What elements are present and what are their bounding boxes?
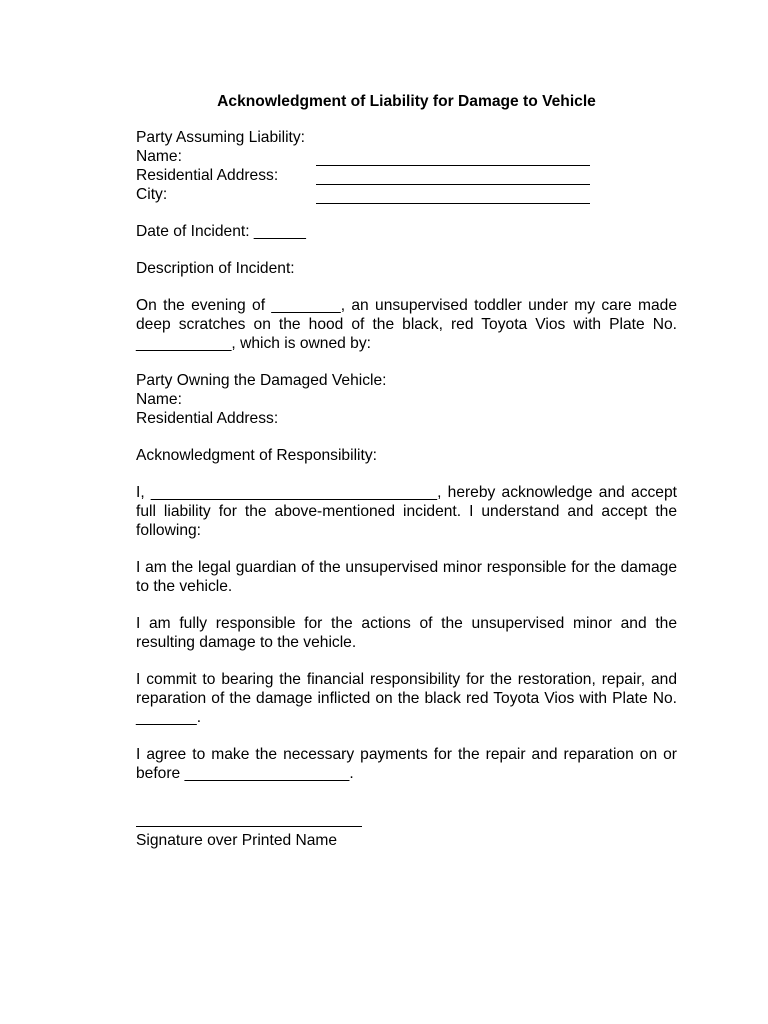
owning-party-heading: Party Owning the Damaged Vehicle: — [136, 372, 387, 389]
owning-name-label: Name: — [136, 391, 182, 408]
assuming-address-blank — [316, 169, 590, 185]
date-of-incident-label: Date of Incident: — [136, 223, 250, 240]
statement-responsible: I am fully responsible for the actions of the unsupervised minor and the resulting damage to the vehicle. — [136, 615, 677, 651]
description-heading: Description of Incident: — [136, 260, 295, 277]
acknowledgment-paragraph — [136, 483, 677, 540]
assuming-address-row — [136, 166, 677, 185]
payment-text-2: . — [349, 765, 354, 782]
commit-text-1: I commit to bearing the financial responsibility for the restoration, repair, and reparation of the damage inflicted on the black red Toyota Vios with Plate No. — [136, 671, 677, 707]
acknowledgment-heading: Acknowledgment of Responsibility: — [136, 447, 377, 464]
date-of-incident-blank: ______ — [253, 223, 306, 240]
assuming-address-label: Residential Address: — [136, 167, 279, 184]
date-of-incident-line — [136, 222, 677, 241]
incident-date-blank: ________ — [271, 297, 341, 314]
statement-commit — [136, 670, 677, 727]
owning-address-label: Residential Address: — [136, 410, 279, 427]
acknowledgment-text-2: , hereby acknowledge and accept full liability for the above-mentioned incident. I understand and accept the following: — [136, 484, 677, 539]
payment-text-1: I agree to make the necessary payments for the repair and reparation on or before — [136, 746, 677, 782]
assuming-name-row — [136, 147, 677, 166]
assuming-city-blank — [316, 188, 590, 204]
payment-date-blank: ___________________ — [184, 765, 350, 782]
signature-label: Signature over Printed Name — [136, 832, 338, 849]
assuming-city-row — [136, 185, 677, 204]
assuming-name-label: Name: — [136, 148, 182, 165]
assuming-name-blank — [316, 150, 590, 166]
acknowledgment-text-1: I, — [136, 484, 151, 501]
assuming-city-label: City: — [136, 186, 168, 203]
commit-plate-blank: _______ — [136, 709, 197, 726]
statement-payment — [136, 745, 677, 783]
incident-paragraph — [136, 296, 677, 353]
plate-number-blank: ___________ — [136, 335, 232, 352]
statement-guardian: I am the legal guardian of the unsupervised minor responsible for the damage to the vehicle. — [136, 559, 677, 595]
document-title: Acknowledgment of Liability for Damage to Vehicle — [217, 93, 596, 110]
document-page — [136, 92, 677, 850]
acknowledging-name-blank: _________________________________ — [150, 484, 438, 501]
commit-text-2: . — [196, 709, 202, 726]
incident-text-2: , an unsupervised toddler under my care made deep scratches on the hood of the black, red Toyota Vios with Plate No. — [136, 297, 677, 333]
signature-line — [136, 826, 362, 827]
incident-text-3: , which is owned by: — [231, 335, 371, 352]
assuming-party-heading: Party Assuming Liability: — [136, 129, 306, 146]
incident-text-1: On the evening of — [136, 297, 272, 314]
